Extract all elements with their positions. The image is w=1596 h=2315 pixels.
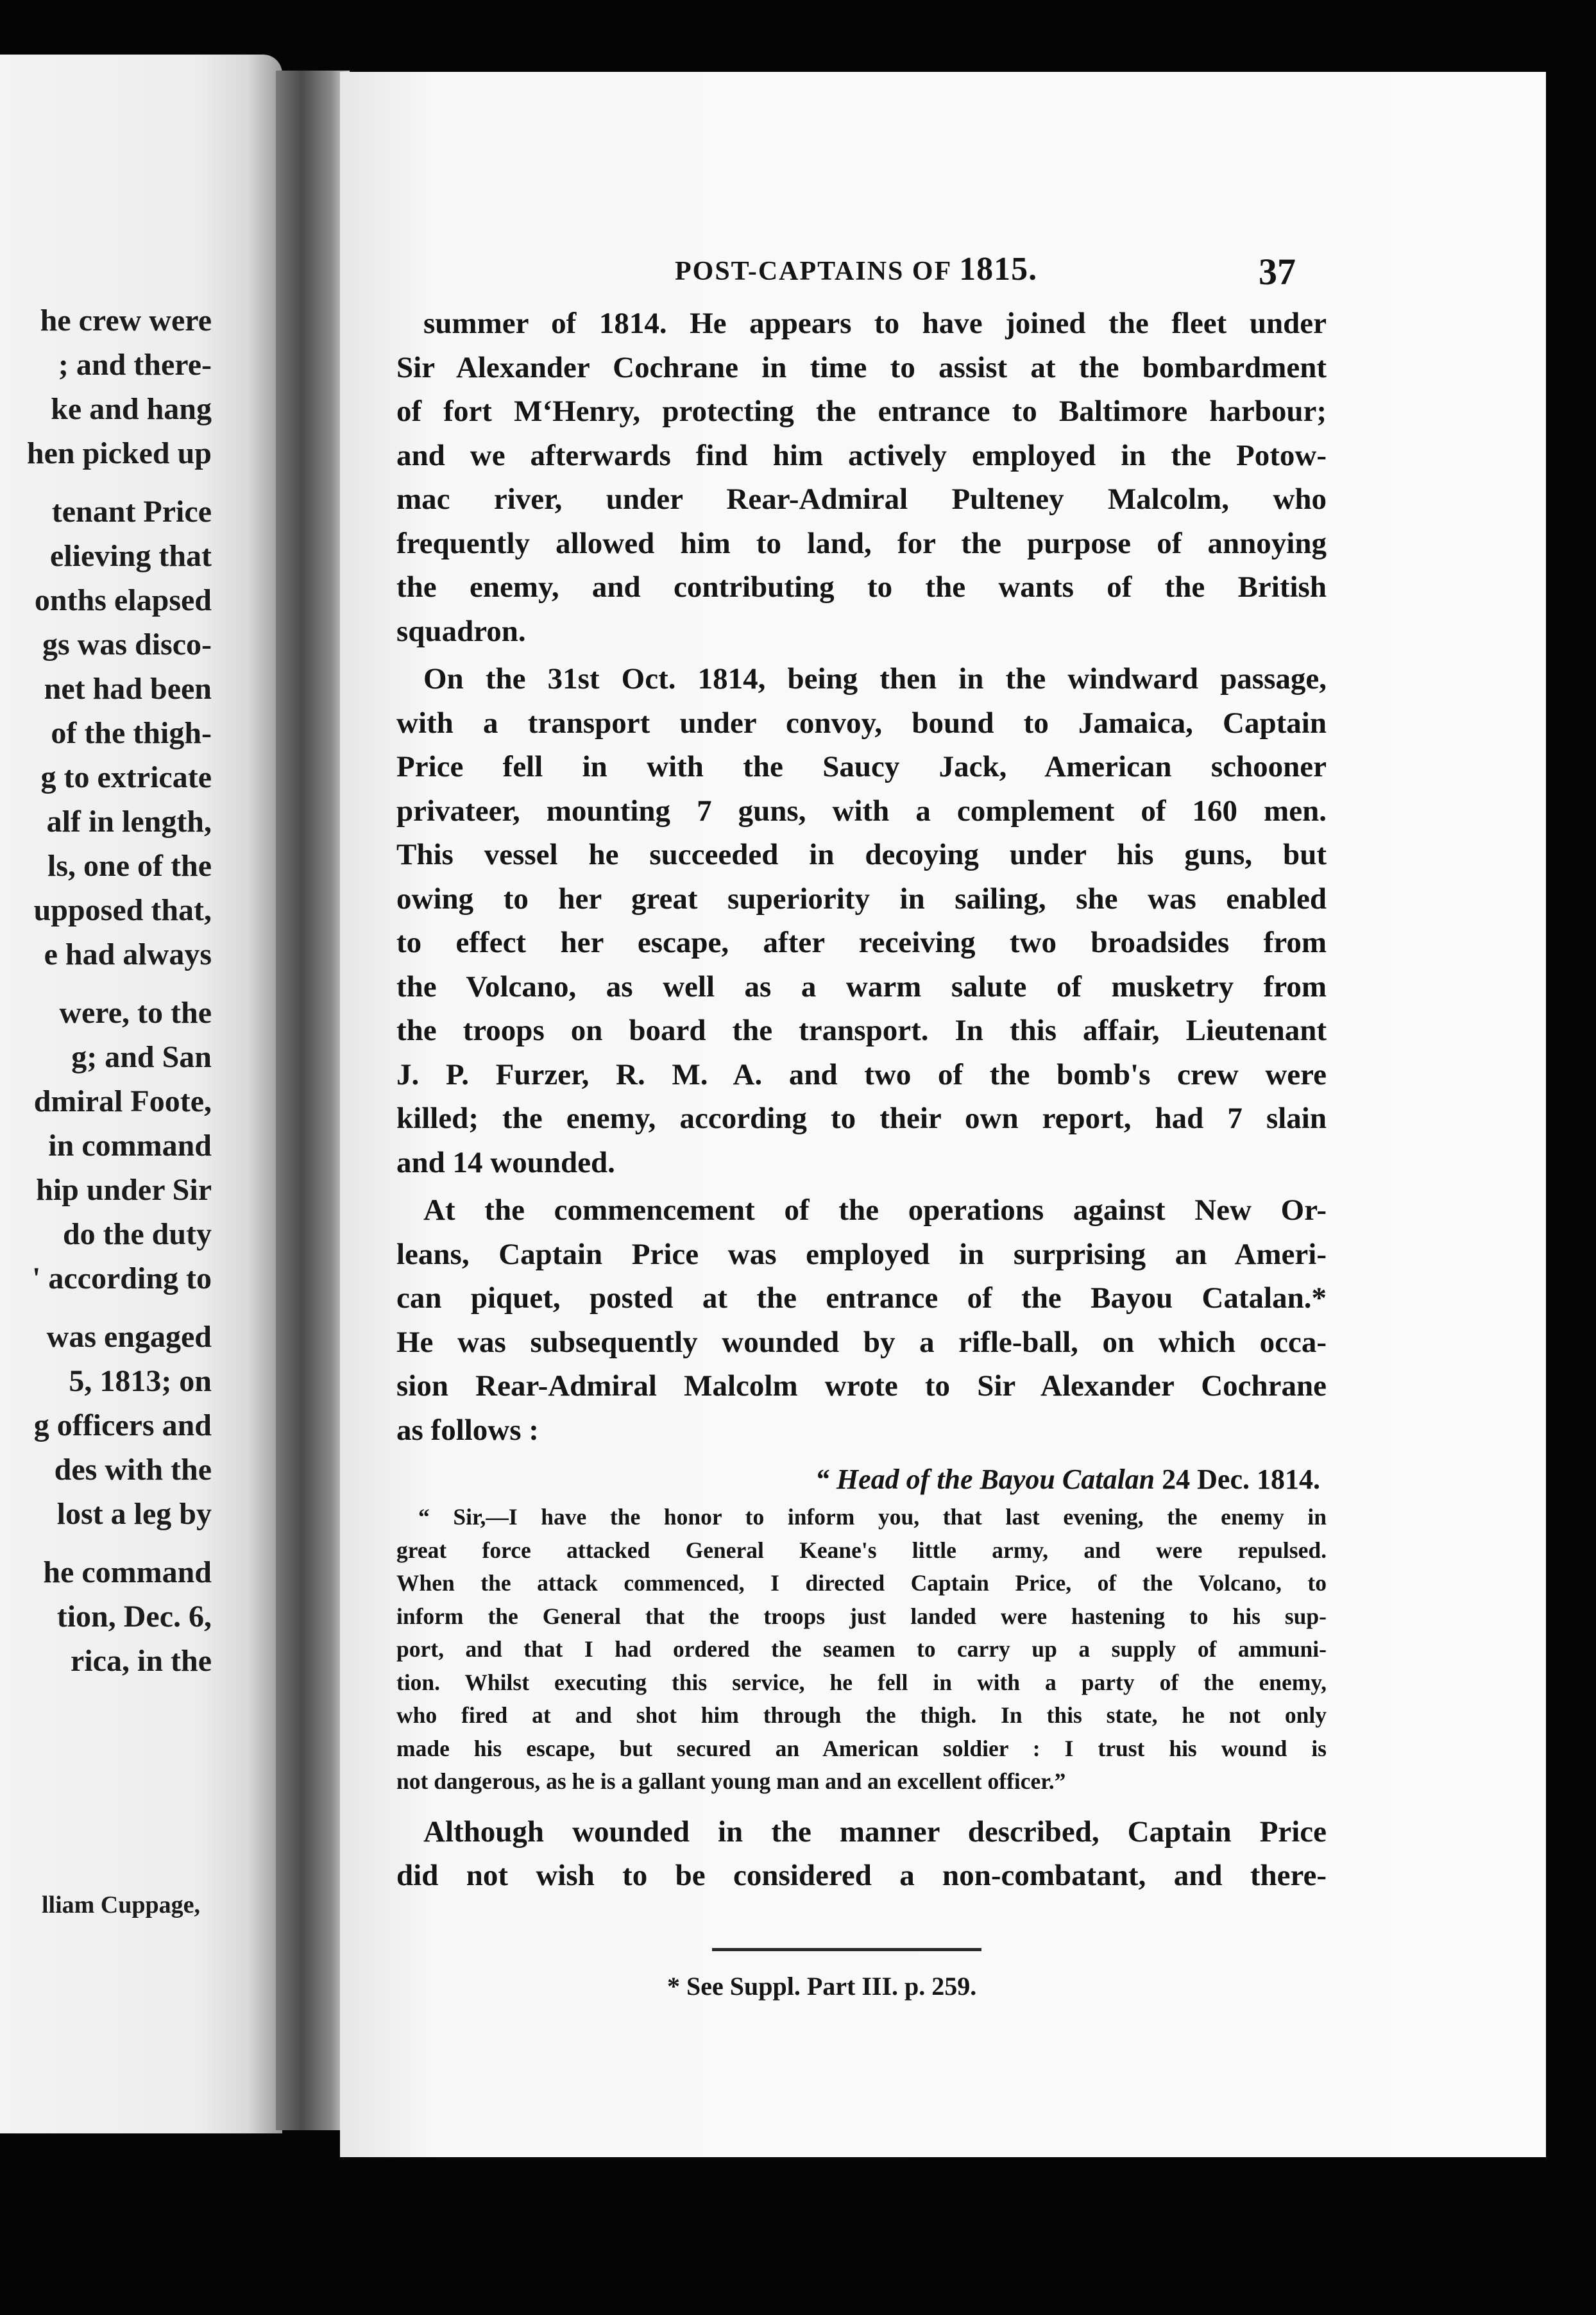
previous-page-line: ' according to — [32, 1261, 212, 1295]
text-line: of fort M‘Henry, protecting the entrance to Baltimore harbour; — [396, 395, 1327, 428]
paragraph-3 — [396, 1188, 1327, 1452]
closing-paragraph — [396, 1810, 1327, 1898]
text-line: This vessel he succeeded in decoying under his guns, but — [396, 838, 1327, 871]
line-gap — [0, 977, 212, 991]
quote-heading-date: 24 Dec. 1814. — [1162, 1464, 1320, 1495]
previous-page-line: were, to the — [59, 996, 212, 1030]
text-line: can piquet, posted at the entrance of the Bayou Catalan.* — [396, 1281, 1327, 1315]
previous-page-line: lost a leg by — [56, 1497, 212, 1531]
footnote: * See Suppl. Part III. p. 259. — [667, 1972, 977, 2001]
running-title-year: 1815. — [959, 251, 1038, 287]
previous-page-footer: lliam Cuppage, — [41, 1892, 200, 1918]
text-line: to effect her escape, after receiving two broadsides from — [396, 926, 1327, 959]
quote-line: When the attack commenced, I directed Captain Price, of the Volcano, to — [396, 1570, 1327, 1596]
running-title: POST-CAPTAINS OF — [675, 257, 951, 286]
text-line: the troops on board the transport. In this affair, Lieutenant — [396, 1014, 1327, 1047]
text-line: Price fell in with the Saucy Jack, American schooner — [396, 750, 1327, 783]
text-line: At the commencement of the operations against New Or- — [423, 1193, 1327, 1227]
text-line: Although wounded in the manner described, Captain Price — [423, 1815, 1327, 1849]
quote-heading-place: “ Head of the Bayou Catalan — [815, 1464, 1155, 1495]
line-gap — [0, 1301, 212, 1315]
previous-page-line: gs was disco- — [42, 628, 212, 662]
previous-page-line: ls, one of the — [47, 849, 212, 883]
page-body — [396, 302, 1327, 1898]
text-line: squadron. — [396, 614, 526, 648]
previous-page-line: ; and there- — [58, 348, 212, 382]
text-line: Sir Alexander Cochrane in time to assist at the bombardment — [396, 350, 1327, 384]
letter-quote — [396, 1458, 1327, 1798]
quote-line: great force attacked General Keane's little army, and were repulsed. — [396, 1537, 1327, 1563]
line-gap — [0, 1536, 212, 1550]
paragraph-2 — [396, 657, 1327, 1184]
text-line: and 14 wounded. — [396, 1145, 615, 1179]
previous-page-line: dmiral Foote, — [33, 1084, 212, 1118]
previous-page-line: rica, in the — [71, 1644, 212, 1678]
previous-page-line: hip under Sir — [36, 1173, 212, 1207]
text-line: killed; the enemy, according to their own report, had 7 slain — [396, 1102, 1327, 1135]
quote-body — [396, 1501, 1327, 1798]
previous-page-line: upposed that, — [33, 893, 212, 927]
book-gutter — [276, 71, 350, 2130]
previous-page-line: g; and San — [71, 1040, 212, 1074]
text-line: owing to her great superiority in sailing, she was enabled — [396, 882, 1327, 916]
text-line: summer of 1814. He appears to have joined the fleet under — [423, 307, 1327, 340]
text-line: with a transport under convoy, bound to Jamaica, Captain — [396, 706, 1327, 740]
previous-page-line: net had been — [44, 672, 212, 706]
text-line: On the 31st Oct. 1814, being then in the windward passage, — [423, 662, 1327, 696]
text-line: frequently allowed him to land, for the purpose of annoying — [396, 526, 1327, 560]
previous-page-line: he crew were — [40, 303, 212, 337]
previous-page-line: he command — [43, 1555, 212, 1589]
previous-page-line: tion, Dec. 6, — [56, 1600, 212, 1634]
previous-page-line: onths elapsed — [34, 583, 212, 617]
line-gap — [0, 475, 212, 490]
text-line: did not wish to be considered a non-combatant, and there- — [396, 1859, 1327, 1892]
text-line: He was subsequently wounded by a rifle-ball, on which occa- — [396, 1325, 1327, 1359]
text-line: and we afterwards find him actively employed in the Potow- — [396, 438, 1327, 472]
quote-line: “ Sir,—I have the honor to inform you, that last evening, the enemy in — [418, 1504, 1327, 1530]
previous-page-line: in command — [48, 1129, 212, 1163]
text-line: the enemy, and contributing to the wants of the British — [396, 570, 1327, 604]
previous-page-line: alf in length, — [46, 805, 212, 839]
previous-page-line: elieving that — [50, 539, 212, 573]
text-line: sion Rear-Admiral Malcolm wrote to Sir Alexander Cochrane — [396, 1369, 1327, 1403]
quote-line: tion. Whilst executing this service, he fell in with a party of the enemy, — [396, 1669, 1327, 1695]
previous-page-line: des with the — [54, 1453, 212, 1487]
previous-page-line: g officers and — [33, 1408, 212, 1442]
quote-line: inform the General that the troops just landed were hastening to his sup- — [396, 1603, 1327, 1629]
previous-page-line: of the thigh- — [51, 716, 212, 750]
previous-page-line: hen picked up — [26, 436, 212, 470]
quote-line: not dangerous, as he is a gallant young man and an excellent officer.” — [396, 1768, 1066, 1794]
text-line: the Volcano, as well as a warm salute of musketry from — [396, 970, 1327, 1004]
previous-page-line: was engaged — [46, 1320, 212, 1354]
text-line: J. P. Furzer, R. M. A. and two of the bomb's crew were — [396, 1057, 1327, 1091]
paragraph-1 — [396, 302, 1327, 653]
footnote-rule — [712, 1948, 981, 1951]
page-number: 37 — [1259, 251, 1296, 293]
text-line: mac river, under Rear-Admiral Pulteney Malcolm, who — [396, 483, 1327, 516]
quote-line: who fired at and shot him through the thigh. In this state, he not only — [396, 1702, 1327, 1728]
previous-page-line: ke and hang — [51, 392, 212, 426]
previous-page-line: g to extricate — [40, 760, 212, 794]
quote-line: port, and that I had ordered the seamen to carry up a supply of ammuni- — [396, 1636, 1327, 1662]
text-line: leans, Captain Price was employed in surprising an Ameri- — [396, 1237, 1327, 1271]
previous-page-line: 5, 1813; on — [69, 1364, 212, 1398]
running-head — [675, 250, 1037, 288]
previous-page-line: e had always — [44, 937, 212, 971]
previous-page-line: do the duty — [62, 1217, 212, 1251]
quote-line: made his escape, but secured an American soldier : I trust his wound is — [396, 1735, 1327, 1761]
previous-page-fragment — [0, 55, 282, 2133]
previous-page-text — [0, 298, 212, 1683]
text-line: as follows : — [396, 1413, 539, 1447]
quote-heading — [396, 1458, 1327, 1501]
text-line: privateer, mounting 7 guns, with a complement of 160 men. — [396, 794, 1327, 828]
previous-page-line: tenant Price — [51, 495, 212, 529]
